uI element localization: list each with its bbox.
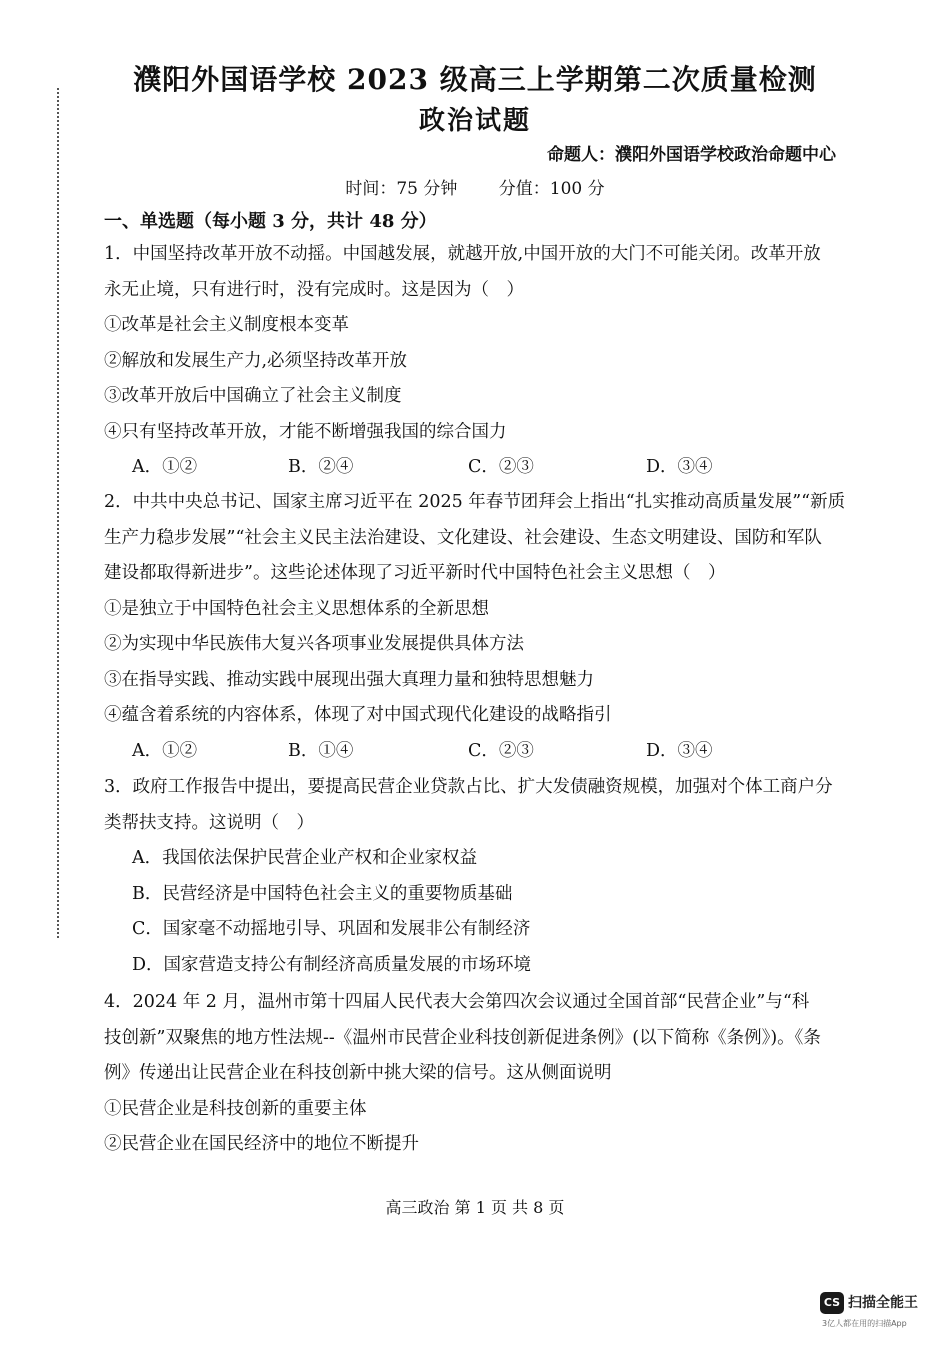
answer-choice-b: B．民营经济是中国特色社会主义的重要物质基础 — [132, 883, 513, 904]
statement-option: ①民营企业是科技创新的重要主体 — [104, 1098, 367, 1119]
question-text-line: 建设都取得新进步”。这些论述体现了习近平新时代中国特色社会主义思想（ ） — [104, 563, 726, 583]
question-text-line: 永无止境，只有进行时，没有完成时。这是因为（ ） — [104, 279, 524, 300]
statement-option: ②为实现中华民族伟大复兴各项事业发展提供具体方法 — [104, 634, 524, 654]
statement-option: ①改革是社会主义制度根本变革 — [104, 315, 349, 335]
statement-option: ②民营企业在国民经济中的地位不断提升 — [104, 1134, 419, 1154]
question-text-line: 例》传递出让民营企业在科技创新中挑大梁的信号。这从侧面说明 — [104, 1063, 612, 1083]
question-text-line: 生产力稳步发展”“社会主义民主法治建设、文化建设、社会建设、生态文明建设、国防和军队 — [104, 527, 822, 548]
statement-option: ③改革开放后中国确立了社会主义制度 — [104, 386, 402, 406]
camscanner-logo-icon: CS — [820, 1292, 844, 1314]
question-2 — [104, 485, 864, 769]
answer-choices — [104, 450, 864, 486]
answer-choice-c: C．②③ — [468, 740, 534, 761]
exam-subtitle: 政治试题 — [418, 106, 531, 136]
answer-choice-d: D．③④ — [646, 740, 713, 761]
answer-choices — [104, 734, 864, 770]
question-4 — [104, 985, 864, 1163]
statement-option: ④只有坚持改革开放，才能不断增强我国的综合国力 — [104, 421, 507, 442]
question-3 — [104, 770, 864, 983]
watermark-tagline: 3亿人都在用的扫描App — [822, 1319, 907, 1328]
answer-choice-d: D．国家营造支持公有制经济高质量发展的市场环境 — [132, 954, 532, 975]
exam-author: 命题人：濮阳外国语学校政治命题中心 — [547, 145, 836, 165]
statement-option: ②解放和发展生产力,必须坚持改革开放 — [104, 350, 408, 371]
answer-choice-c: C．国家毫不动摇地引导、巩固和发展非公有制经济 — [132, 919, 531, 939]
binding-dotted-line — [57, 88, 59, 938]
answer-choice-a: A．①② — [132, 457, 198, 477]
exam-score: 分值：100 分 — [498, 179, 605, 199]
question-text-line: 4．2024 年 2 月，温州市第十四届人民代表大会第四次会议通过全国首部“民营企业”与“科 — [104, 992, 810, 1012]
watermark-brand: 扫描全能王 — [848, 1295, 918, 1311]
question-text-line: 类帮扶支持。这说明（ ） — [104, 812, 314, 833]
exam-meta — [0, 174, 950, 199]
question-text-line: 3．政府工作报告中提出，要提高民营企业贷款占比、扩大发债融资规模，加强对个体工商户分 — [104, 777, 833, 797]
exam-time: 时间：75 分钟 — [345, 179, 458, 199]
answer-choice-b: B．②④ — [288, 457, 354, 477]
section-heading: 一、单选题（每小题 3 分，共计 48 分） — [104, 211, 437, 232]
question-1 — [104, 237, 864, 486]
page-footer: 高三政治 第 1 页 共 8 页 — [385, 1198, 565, 1217]
answer-choice-d: D．③④ — [646, 457, 713, 477]
exam-title: 濮阳外国语学校 2023 级高三上学期第二次质量检测 — [133, 63, 817, 96]
question-text-line: 技创新”双聚焦的地方性法规--《温州市民营企业科技创新促进条例》(以下简称《条例》)。《条 — [104, 1027, 821, 1048]
answer-choice-a: A．①② — [132, 740, 198, 761]
statement-option: ④蕴含着系统的内容体系，体现了对中国式现代化建设的战略指引 — [104, 705, 612, 725]
answer-choice-c: C．②③ — [468, 457, 534, 477]
question-text-line: 1．中国坚持改革开放不动摇。中国越发展，就越开放,中国开放的大门不可能关闭。改革开放 — [104, 244, 821, 264]
answer-choice-a: A．我国依法保护民营企业产权和企业家权益 — [132, 848, 478, 868]
statement-option: ③在指导实践、推动实践中展现出强大真理力量和独特思想魅力 — [104, 669, 594, 690]
statement-option: ①是独立于中国特色社会主义思想体系的全新思想 — [104, 598, 489, 619]
question-text-line: 2．中共中央总书记、国家主席习近平在 2025 年春节团拜会上指出“扎实推动高质量发展”“新质 — [104, 492, 846, 512]
scanner-watermark — [820, 1290, 935, 1330]
answer-choice-b: B．①④ — [288, 740, 354, 761]
